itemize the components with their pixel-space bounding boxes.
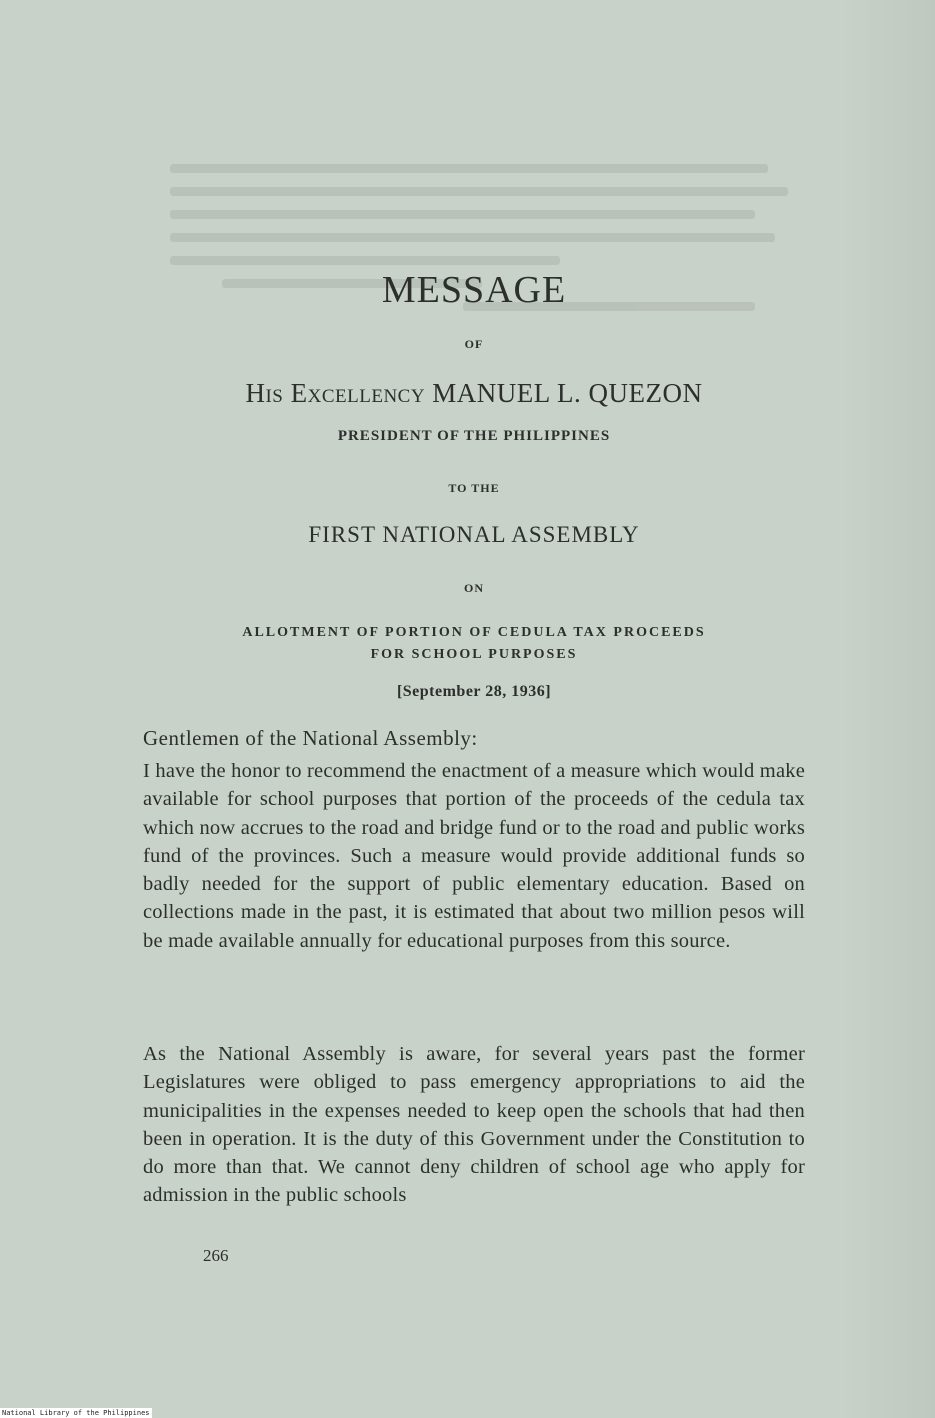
page-edge-shadow [840, 0, 935, 1418]
subject-line-2: FOR SCHOOL PURPOSES [370, 647, 578, 662]
message-date: [September 28, 1936] [396, 683, 552, 700]
on-label: ON [464, 581, 484, 595]
subject-heading [143, 622, 805, 666]
paragraph-2: As the National Assembly is aware, for several years past the former Legislatures were obliged to pass emergency appropriations to aid the municipalities in the expenses needed to keep open the schools that had then been in operation. It is the duty of this Government under the Constitution to do more than that. We cannot deny children of school age who apply for admission in the public schools [143, 1043, 805, 1207]
reverse-side-bleed-through [170, 150, 820, 360]
page-number: 266 [203, 1246, 229, 1265]
of-label: OF [464, 337, 484, 351]
recipient-heading: FIRST NATIONAL ASSEMBLY [308, 522, 640, 547]
subject-line-1: ALLOTMENT OF PORTION OF CEDULA TAX PROCEEDS [242, 625, 706, 640]
document-title: MESSAGE [381, 269, 567, 311]
author-line: His Excellency MANUEL L. QUEZON [245, 378, 703, 408]
paragraph-1: I have the honor to recommend the enactment of a measure which would make available for school purposes that portion of the proceeds of the cedula tax which now accrues to the road and bridge fund or to the road and public works fund of the provinces. Such a measure would provide additional funds so badly needed for the support of public elementary education. Based on collections made in the past, it is estimated that about two million pesos will be made available annually for educational purposes from this source. [143, 760, 805, 952]
author-title: PRESIDENT OF THE PHILIPPINES [337, 428, 611, 444]
salutation: Gentlemen of the National Assembly: [143, 726, 478, 750]
library-credit: National Library of the Philippines [2, 1409, 150, 1417]
to-the-label: TO THE [448, 481, 500, 495]
